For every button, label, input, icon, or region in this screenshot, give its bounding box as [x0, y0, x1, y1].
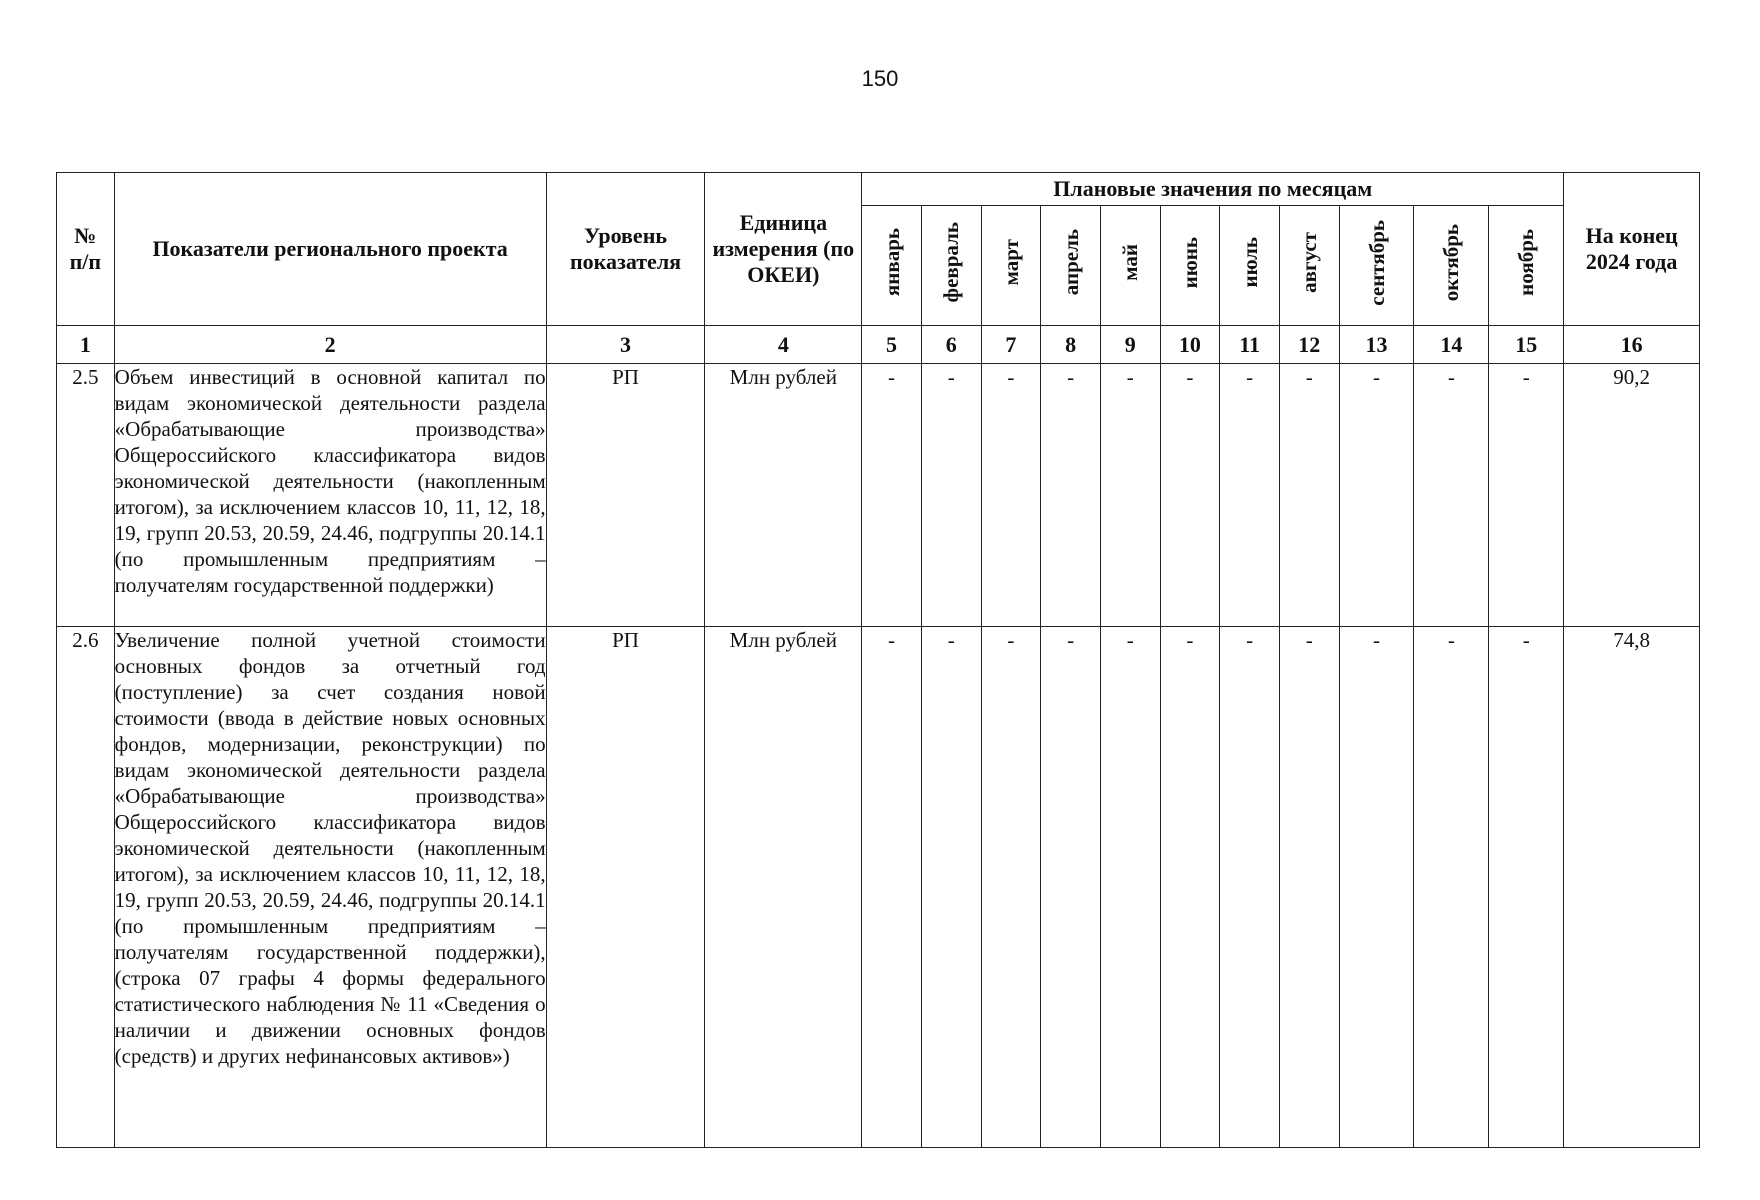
- month-value: -: [1489, 627, 1564, 1148]
- header-number: № п/п: [57, 173, 115, 326]
- column-number: 1: [57, 326, 115, 364]
- unit-of-measure: Млн рублей: [705, 627, 862, 1148]
- month-value: -: [1100, 627, 1160, 1148]
- row-number: 2.5: [57, 364, 115, 627]
- header-month: [921, 206, 981, 326]
- column-number: 6: [921, 326, 981, 364]
- month-value: -: [1339, 627, 1414, 1148]
- month-value: -: [921, 627, 981, 1148]
- month-label: август: [1297, 232, 1322, 293]
- header-month: [1414, 206, 1489, 326]
- header-month: [1041, 206, 1101, 326]
- month-value: -: [1279, 627, 1339, 1148]
- end-of-year-value: 90,2: [1564, 364, 1700, 627]
- header-unit: Единица измерения (по ОКЕИ): [705, 173, 862, 326]
- column-number: 15: [1489, 326, 1564, 364]
- month-value: -: [981, 364, 1041, 627]
- column-number: 4: [705, 326, 862, 364]
- month-value: -: [1160, 364, 1220, 627]
- table-row: [57, 364, 1700, 627]
- month-value: -: [1041, 627, 1101, 1148]
- month-value: -: [921, 364, 981, 627]
- unit-of-measure: Млн рублей: [705, 364, 862, 627]
- month-value: -: [1041, 364, 1101, 627]
- indicator-level: РП: [546, 364, 705, 627]
- header-row: [57, 173, 1700, 206]
- header-indicator: Показатели регионального проекта: [114, 173, 546, 326]
- table-row: [57, 627, 1700, 1148]
- month-value: -: [981, 627, 1041, 1148]
- column-number: 2: [114, 326, 546, 364]
- column-number: 12: [1279, 326, 1339, 364]
- page-number: 150: [861, 66, 899, 91]
- month-label: ноябрь: [1514, 229, 1539, 296]
- month-value: -: [1220, 627, 1280, 1148]
- column-number: 10: [1160, 326, 1220, 364]
- column-number: 11: [1220, 326, 1280, 364]
- column-number: 13: [1339, 326, 1414, 364]
- month-value: -: [1160, 627, 1220, 1148]
- header-month: [981, 206, 1041, 326]
- header-end-of-year: На конец 2024 года: [1564, 173, 1700, 326]
- header-month: [1279, 206, 1339, 326]
- header-month: [1220, 206, 1280, 326]
- header-month: [862, 206, 922, 326]
- indicator-level: РП: [546, 627, 705, 1148]
- month-value: -: [862, 364, 922, 627]
- header-month: [1160, 206, 1220, 326]
- column-numbers-row: [57, 326, 1700, 364]
- month-value: -: [1220, 364, 1280, 627]
- header-monthly-plan: Плановые значения по месяцам: [862, 173, 1564, 206]
- end-of-year-value: 74,8: [1564, 627, 1700, 1148]
- regional-project-indicators-table: [56, 172, 1700, 1148]
- column-number: 16: [1564, 326, 1700, 364]
- month-value: -: [1414, 364, 1489, 627]
- month-label: май: [1118, 244, 1143, 281]
- month-label: октябрь: [1439, 223, 1464, 302]
- column-number: 9: [1100, 326, 1160, 364]
- month-value: -: [1489, 364, 1564, 627]
- column-number: 5: [862, 326, 922, 364]
- month-label: сентябрь: [1364, 219, 1389, 306]
- header-month: [1489, 206, 1564, 326]
- indicator-description: Объем инвестиций в основной капитал по видам экономической деятельности раздела «Обрабатывающие производства» Общероссийского классификатора видов экономической деятельности (накопленным итогом), за исключением классов 10, 11, 12, 18, 19, групп 20.53, 20.59, 24.46, подгруппы 20.14.1 (по промышленным предприятиям – получателям государственной поддержки): [114, 364, 546, 627]
- month-label: март: [998, 239, 1023, 286]
- month-value: -: [1279, 364, 1339, 627]
- month-label: январь: [879, 228, 904, 297]
- month-value: -: [1339, 364, 1414, 627]
- column-number: 14: [1414, 326, 1489, 364]
- month-value: -: [862, 627, 922, 1148]
- row-number: 2.6: [57, 627, 115, 1148]
- month-value: -: [1414, 627, 1489, 1148]
- indicator-description: Увеличение полной учетной стоимости основных фондов за отчетный год (поступление) за счет создания новой стоимости (ввода в действие новых основных фондов, модернизации, реконструкции) по видам экономической деятельности раздела «Обрабатывающие производства» Общероссийского классификатора видов экономической деятельности (накопленным итогом), за исключением классов 10, 11, 12, 18, 19, групп 20.53, 20.59, 24.46, подгруппы 20.14.1 (по промышленным предприятиям – получателям государственной поддержки), (строка 07 графы 4 формы федерального статистического наблюдения № 11 «Сведения о наличии и движении основных фондов (средств) и других нефинансовых активов»): [114, 627, 546, 1148]
- column-number: 8: [1041, 326, 1101, 364]
- month-label: июль: [1237, 237, 1262, 288]
- column-number: 3: [546, 326, 705, 364]
- month-label: февраль: [939, 222, 964, 303]
- month-label: апрель: [1058, 229, 1083, 296]
- column-number: 7: [981, 326, 1041, 364]
- header-month: [1100, 206, 1160, 326]
- month-label: июнь: [1177, 236, 1202, 289]
- header-level: Уровень показателя: [546, 173, 705, 326]
- month-value: -: [1100, 364, 1160, 627]
- header-month: [1339, 206, 1414, 326]
